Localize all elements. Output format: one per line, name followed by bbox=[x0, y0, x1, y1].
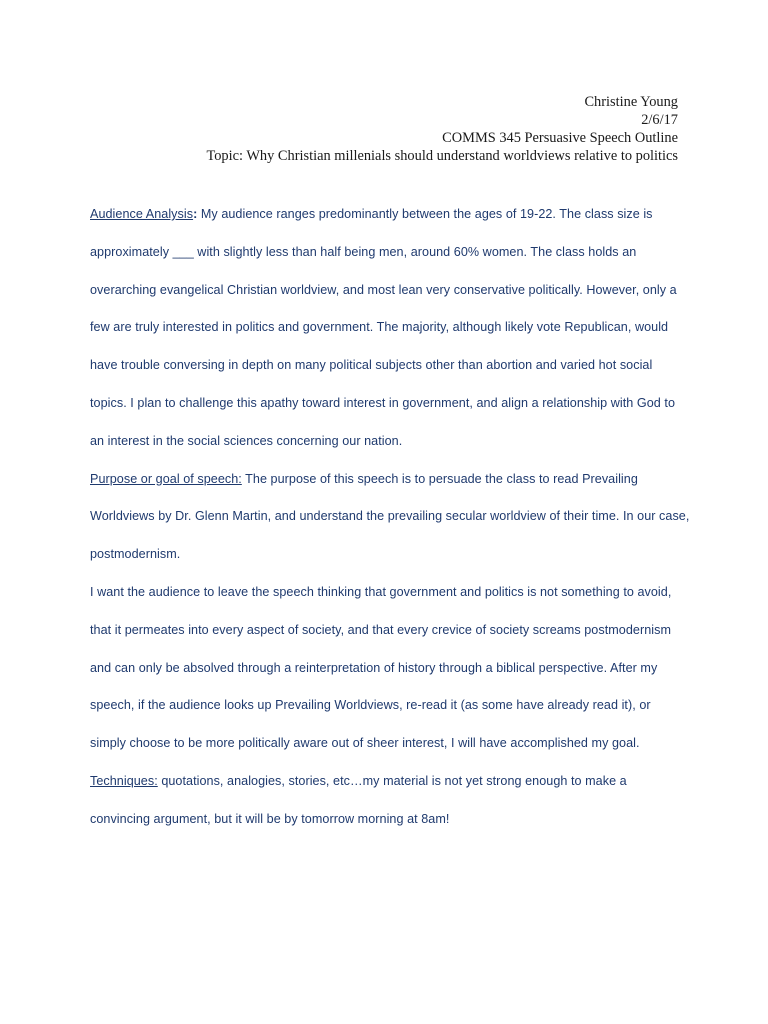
document-body bbox=[90, 196, 690, 839]
audience-analysis-label: Audience Analysis bbox=[90, 207, 194, 221]
audience-analysis-paragraph bbox=[90, 196, 690, 461]
speech-topic: Topic: Why Christian millenials should understand worldviews relative to politics bbox=[206, 148, 678, 164]
techniques-paragraph bbox=[90, 763, 690, 839]
author-name: Christine Young bbox=[584, 94, 678, 110]
techniques-label: Techniques: bbox=[90, 773, 158, 788]
document-date: 2/6/17 bbox=[641, 112, 678, 128]
audience-analysis-text: My audience ranges predominantly between the ages of 19-22. The class size is approximately ___ with slightly less than half being men, around 60% women. The class holds an overarching evangelical Christian worldview, and most lean very conservative politically. However, only a few are truly interested in politics and government. The majority, although likely vote Republican, would have trouble conversing in depth on many political subjects other than abortion and varied hot social topics. I plan to challenge this apathy toward interest in government, and align a relationship with God to an interest in the social sciences concerning our nation. bbox=[90, 207, 677, 448]
purpose-paragraph bbox=[90, 461, 690, 574]
purpose-text: The purpose of this speech is to persuade the class to read Prevailing Worldviews by Dr. Glenn Martin, and understand the prevailing secular worldview of their time. In our case, postmodernism. bbox=[90, 471, 690, 562]
goal-paragraph: I want the audience to leave the speech thinking that government and politics is not something to avoid, that it permeates into every aspect of society, and that every crevice of society screams postmodernism and can only be absolved through a reinterpretation of history through a biblical perspective. After my speech, if the audience looks up Prevailing Worldviews, re-read it (as some have already read it), or simply choose to be more politically aware out of sheer interest, I will have accomplished my goal. bbox=[90, 584, 672, 751]
audience-analysis-colon: : bbox=[193, 207, 198, 221]
course-title: COMMS 345 Persuasive Speech Outline bbox=[442, 130, 678, 146]
techniques-text: quotations, analogies, stories, etc…my material is not yet strong enough to make a convincing argument, but it will be by tomorrow morning at 8am! bbox=[90, 773, 627, 826]
purpose-label: Purpose or goal of speech: bbox=[90, 471, 242, 486]
document-header bbox=[206, 93, 678, 165]
